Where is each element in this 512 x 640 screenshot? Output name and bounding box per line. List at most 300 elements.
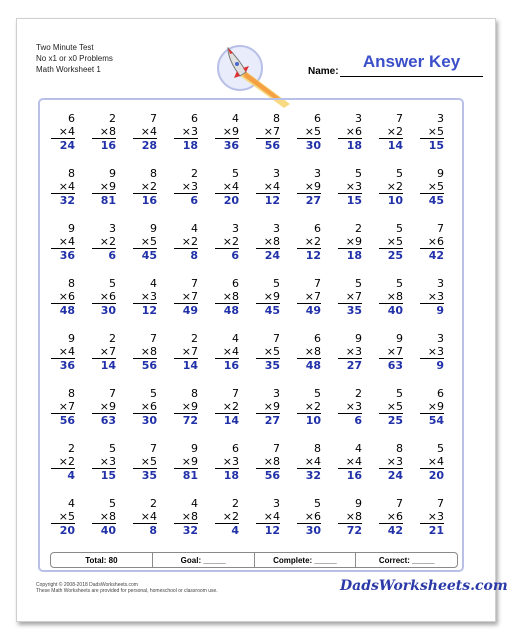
multiplier-line [338,180,362,194]
multiplier: 4 [314,455,321,468]
problem [414,112,455,167]
multiplier: 2 [232,510,239,523]
times-sign: × [345,345,355,358]
times-sign: × [99,400,109,413]
problem [291,497,332,552]
problem [414,277,455,332]
multiplier-line [133,125,157,139]
multiplier-line [379,510,403,524]
multiplicand: 2 [150,497,157,510]
multiplier: 5 [437,180,444,193]
multiplier-line [297,510,321,524]
times-sign: × [222,400,232,413]
multiplier: 8 [314,345,321,358]
multiplier-line [92,290,116,304]
multiplier-line [92,400,116,414]
times-sign: × [99,345,109,358]
problem [250,387,291,442]
multiplicand: 9 [191,442,198,455]
times-sign: × [263,345,273,358]
answer: 16 [141,194,157,207]
problem [168,387,209,442]
total-cell: Total: 80 [51,553,153,567]
multiplier: 5 [150,455,157,468]
times-sign: × [58,510,68,523]
multiplier-line [215,400,239,414]
multiplier: 6 [314,510,321,523]
times-sign: × [222,125,232,138]
multiplicand: 6 [314,332,321,345]
problem [86,387,127,442]
multiplier: 3 [396,455,403,468]
answer: 20 [223,194,239,207]
answer: 56 [59,414,75,427]
times-sign: × [181,345,191,358]
multiplicand: 2 [355,387,362,400]
problem [168,112,209,167]
times-sign: × [386,290,396,303]
times-sign: × [140,400,150,413]
multiplier: 4 [437,455,444,468]
answer: 25 [387,249,403,262]
score-footer [50,552,458,568]
answer: 10 [305,414,321,427]
multiplier: 4 [232,345,239,358]
multiplier-line [338,400,362,414]
multiplicand: 4 [191,222,198,235]
multiplier-line [51,125,75,139]
problem [86,277,127,332]
multiplier: 2 [109,235,116,248]
multiplier-line [92,345,116,359]
problem [168,277,209,332]
problem [291,112,332,167]
multiplier-line [174,510,198,524]
answer: 63 [100,414,116,427]
problem [45,332,86,387]
multiplier: 7 [191,345,198,358]
multiplicand: 5 [109,277,116,290]
multiplier-line [256,180,280,194]
multiplicand: 7 [273,332,280,345]
multiplier: 8 [109,125,116,138]
copyright [36,582,218,594]
multiplier-line [174,180,198,194]
multiplier: 9 [273,290,280,303]
multiplier-line [420,400,444,414]
times-sign: × [58,235,68,248]
answer: 63 [387,359,403,372]
times-sign: × [386,125,396,138]
multiplier: 5 [68,510,75,523]
multiplier-line [51,400,75,414]
multiplicand: 6 [232,442,239,455]
answer: 45 [264,304,280,317]
multiplicand: 9 [396,332,403,345]
times-sign: × [427,400,437,413]
multiplier: 3 [232,455,239,468]
problem [250,167,291,222]
multiplicand: 3 [273,222,280,235]
answer: 27 [346,359,362,372]
multiplicand: 8 [68,167,75,180]
multiplicand: 9 [150,222,157,235]
answer: 30 [100,304,116,317]
times-sign: × [222,455,232,468]
multiplier-line [174,400,198,414]
multiplier-line [256,345,280,359]
multiplier: 4 [68,345,75,358]
times-sign: × [263,235,273,248]
multiplier-line [215,125,239,139]
problem [209,442,250,497]
times-sign: × [304,510,314,523]
times-sign: × [263,455,273,468]
answer: 20 [59,524,75,537]
answer: 45 [141,249,157,262]
multiplicand: 6 [314,112,321,125]
times-sign: × [263,180,273,193]
answer: 45 [428,194,444,207]
multiplier: 5 [314,125,321,138]
multiplicand: 2 [109,332,116,345]
problem [168,332,209,387]
problem [291,332,332,387]
times-sign: × [427,455,437,468]
times-sign: × [99,510,109,523]
answer: 9 [436,359,444,372]
problem [332,332,373,387]
problem [291,277,332,332]
multiplier: 2 [314,400,321,413]
multiplicand: 6 [191,112,198,125]
multiplier-line [297,455,321,469]
multiplier: 4 [273,180,280,193]
multiplier-line [215,455,239,469]
multiplier-line [215,235,239,249]
multiplier: 4 [232,180,239,193]
problem [373,442,414,497]
answer: 35 [141,469,157,482]
answer-key-label: Answer Key [362,52,461,71]
multiplier: 6 [150,400,157,413]
problem [332,222,373,277]
multiplier: 7 [273,125,280,138]
multiplier: 8 [191,510,198,523]
multiplicand: 7 [273,442,280,455]
multiplicand: 3 [437,332,444,345]
multiplicand: 7 [314,277,321,290]
multiplicand: 3 [437,112,444,125]
brand-logo[interactable]: DadsWorksheets.com [340,578,508,594]
multiplier-line [379,290,403,304]
answer: 6 [231,249,239,262]
copyright-line-1: Copyright © 2008-2018 DadsWorksheets.com [36,582,138,588]
multiplier-line [133,455,157,469]
multiplicand: 5 [437,442,444,455]
answer: 18 [223,469,239,482]
multiplicand: 3 [109,222,116,235]
times-sign: × [58,345,68,358]
multiplier-line [51,290,75,304]
multiplier: 9 [232,125,239,138]
problem [127,277,168,332]
answer: 48 [223,304,239,317]
multiplier-line [133,180,157,194]
answer: 32 [59,194,75,207]
multiplier: 3 [191,180,198,193]
multiplier: 2 [396,125,403,138]
answer: 42 [428,249,444,262]
answer: 18 [346,139,362,152]
problem [168,442,209,497]
multiplicand: 7 [191,277,198,290]
multiplier-line [51,510,75,524]
times-sign: × [99,290,109,303]
multiplier: 2 [68,455,75,468]
multiplier-line [297,400,321,414]
times-sign: × [140,455,150,468]
multiplicand: 2 [232,497,239,510]
problem-grid [45,112,455,552]
answer: 30 [305,139,321,152]
multiplier: 2 [232,400,239,413]
multiplicand: 3 [232,222,239,235]
answer: 36 [59,359,75,372]
multiplicand: 3 [273,387,280,400]
problem-row [45,387,455,442]
multiplier: 8 [150,345,157,358]
title-line-3: Math Worksheet 1 [36,65,101,74]
problem [168,497,209,552]
multiplier: 2 [232,235,239,248]
problem [291,222,332,277]
multiplicand: 5 [314,387,321,400]
multiplicand: 6 [437,387,444,400]
times-sign: × [386,235,396,248]
times-sign: × [181,400,191,413]
multiplier: 3 [355,345,362,358]
times-sign: × [181,180,191,193]
multiplicand: 4 [68,497,75,510]
multiplicand: 9 [437,167,444,180]
multiplier-line [92,510,116,524]
multiplier-line [379,125,403,139]
problem [86,167,127,222]
problem [209,332,250,387]
answer: 18 [182,139,198,152]
problem [86,442,127,497]
multiplier: 3 [437,510,444,523]
multiplier: 4 [68,125,75,138]
answer: 16 [346,469,362,482]
times-sign: × [58,455,68,468]
times-sign: × [140,125,150,138]
times-sign: × [58,400,68,413]
times-sign: × [427,235,437,248]
problem [291,167,332,222]
times-sign: × [304,235,314,248]
times-sign: × [140,180,150,193]
multiplier-line [379,400,403,414]
multiplier: 6 [437,235,444,248]
problem [209,497,250,552]
multiplier: 7 [355,290,362,303]
problem [373,387,414,442]
problem [127,497,168,552]
answer: 49 [305,304,321,317]
problem [168,167,209,222]
multiplicand: 2 [191,167,198,180]
answer: 54 [428,414,444,427]
problem-row [45,497,455,552]
multiplicand: 7 [437,497,444,510]
multiplicand: 5 [396,387,403,400]
problem [332,112,373,167]
multiplier: 7 [396,345,403,358]
multiplier: 5 [273,345,280,358]
answer: 10 [387,194,403,207]
times-sign: × [181,125,191,138]
multiplier-line [215,510,239,524]
multiplier-line [51,180,75,194]
times-sign: × [263,400,273,413]
answer: 8 [190,249,198,262]
problem [373,277,414,332]
answer: 56 [141,359,157,372]
multiplier: 4 [68,180,75,193]
multiplicand: 5 [355,167,362,180]
answer: 40 [100,524,116,537]
multiplier: 5 [437,125,444,138]
answer: 36 [59,249,75,262]
multiplier: 8 [273,455,280,468]
multiplicand: 5 [396,277,403,290]
problem [414,167,455,222]
multiplicand: 3 [273,497,280,510]
answer: 4 [231,524,239,537]
multiplicand: 5 [109,497,116,510]
problem [373,167,414,222]
multiplier-line [338,235,362,249]
multiplier: 4 [355,455,362,468]
multiplier: 8 [355,510,362,523]
multiplicand: 5 [109,442,116,455]
times-sign: × [263,290,273,303]
multiplicand: 4 [150,277,157,290]
problem [414,222,455,277]
multiplier-line [420,345,444,359]
multiplier-line [338,125,362,139]
multiplier-line [379,345,403,359]
multiplier-line [256,125,280,139]
multiplier-line [51,345,75,359]
multiplicand: 7 [150,112,157,125]
problem [127,112,168,167]
answer: 24 [264,249,280,262]
multiplier-line [51,455,75,469]
answer: 24 [387,469,403,482]
answer: 21 [428,524,444,537]
multiplicand: 4 [232,112,239,125]
multiplicand: 2 [68,442,75,455]
multiplier-line [420,510,444,524]
answer: 12 [141,304,157,317]
answer: 27 [305,194,321,207]
multiplier-line [92,180,116,194]
times-sign: × [222,290,232,303]
multiplicand: 4 [191,497,198,510]
multiplier: 7 [314,290,321,303]
multiplier: 8 [232,290,239,303]
answer: 28 [141,139,157,152]
times-sign: × [386,345,396,358]
multiplicand: 7 [150,442,157,455]
multiplier: 7 [191,290,198,303]
multiplier-line [379,235,403,249]
times-sign: × [58,180,68,193]
multiplier-line [215,290,239,304]
times-sign: × [222,180,232,193]
answer: 48 [305,359,321,372]
problem [127,332,168,387]
multiplicand: 5 [396,222,403,235]
multiplier: 9 [355,235,362,248]
multiplier-line [174,345,198,359]
problem [332,497,373,552]
multiplier-line [256,455,280,469]
multiplicand: 7 [150,332,157,345]
multiplier-line [256,510,280,524]
multiplier: 3 [191,125,198,138]
problem [414,497,455,552]
title-block [36,42,113,75]
multiplier: 9 [273,400,280,413]
problem [414,442,455,497]
problem [250,332,291,387]
multiplier-line [174,235,198,249]
problem-row [45,442,455,497]
multiplier-line [297,290,321,304]
multiplicand: 3 [355,112,362,125]
multiplier: 9 [109,180,116,193]
multiplier: 3 [437,345,444,358]
multiplicand: 5 [150,387,157,400]
multiplicand: 9 [109,167,116,180]
multiplicand: 3 [314,167,321,180]
multiplier-line [133,235,157,249]
multiplier-line [297,125,321,139]
multiplier: 2 [150,180,157,193]
times-sign: × [345,290,355,303]
multiplicand: 6 [68,112,75,125]
multiplier-line [215,345,239,359]
answer: 6 [354,414,362,427]
multiplier: 8 [396,290,403,303]
answer: 14 [182,359,198,372]
answer: 72 [182,414,198,427]
answer: 15 [346,194,362,207]
times-sign: × [427,180,437,193]
problem [373,332,414,387]
multiplicand: 5 [273,277,280,290]
multiplier-line [92,125,116,139]
problem [45,442,86,497]
times-sign: × [386,180,396,193]
times-sign: × [304,345,314,358]
problem [45,167,86,222]
multiplier-line [420,235,444,249]
